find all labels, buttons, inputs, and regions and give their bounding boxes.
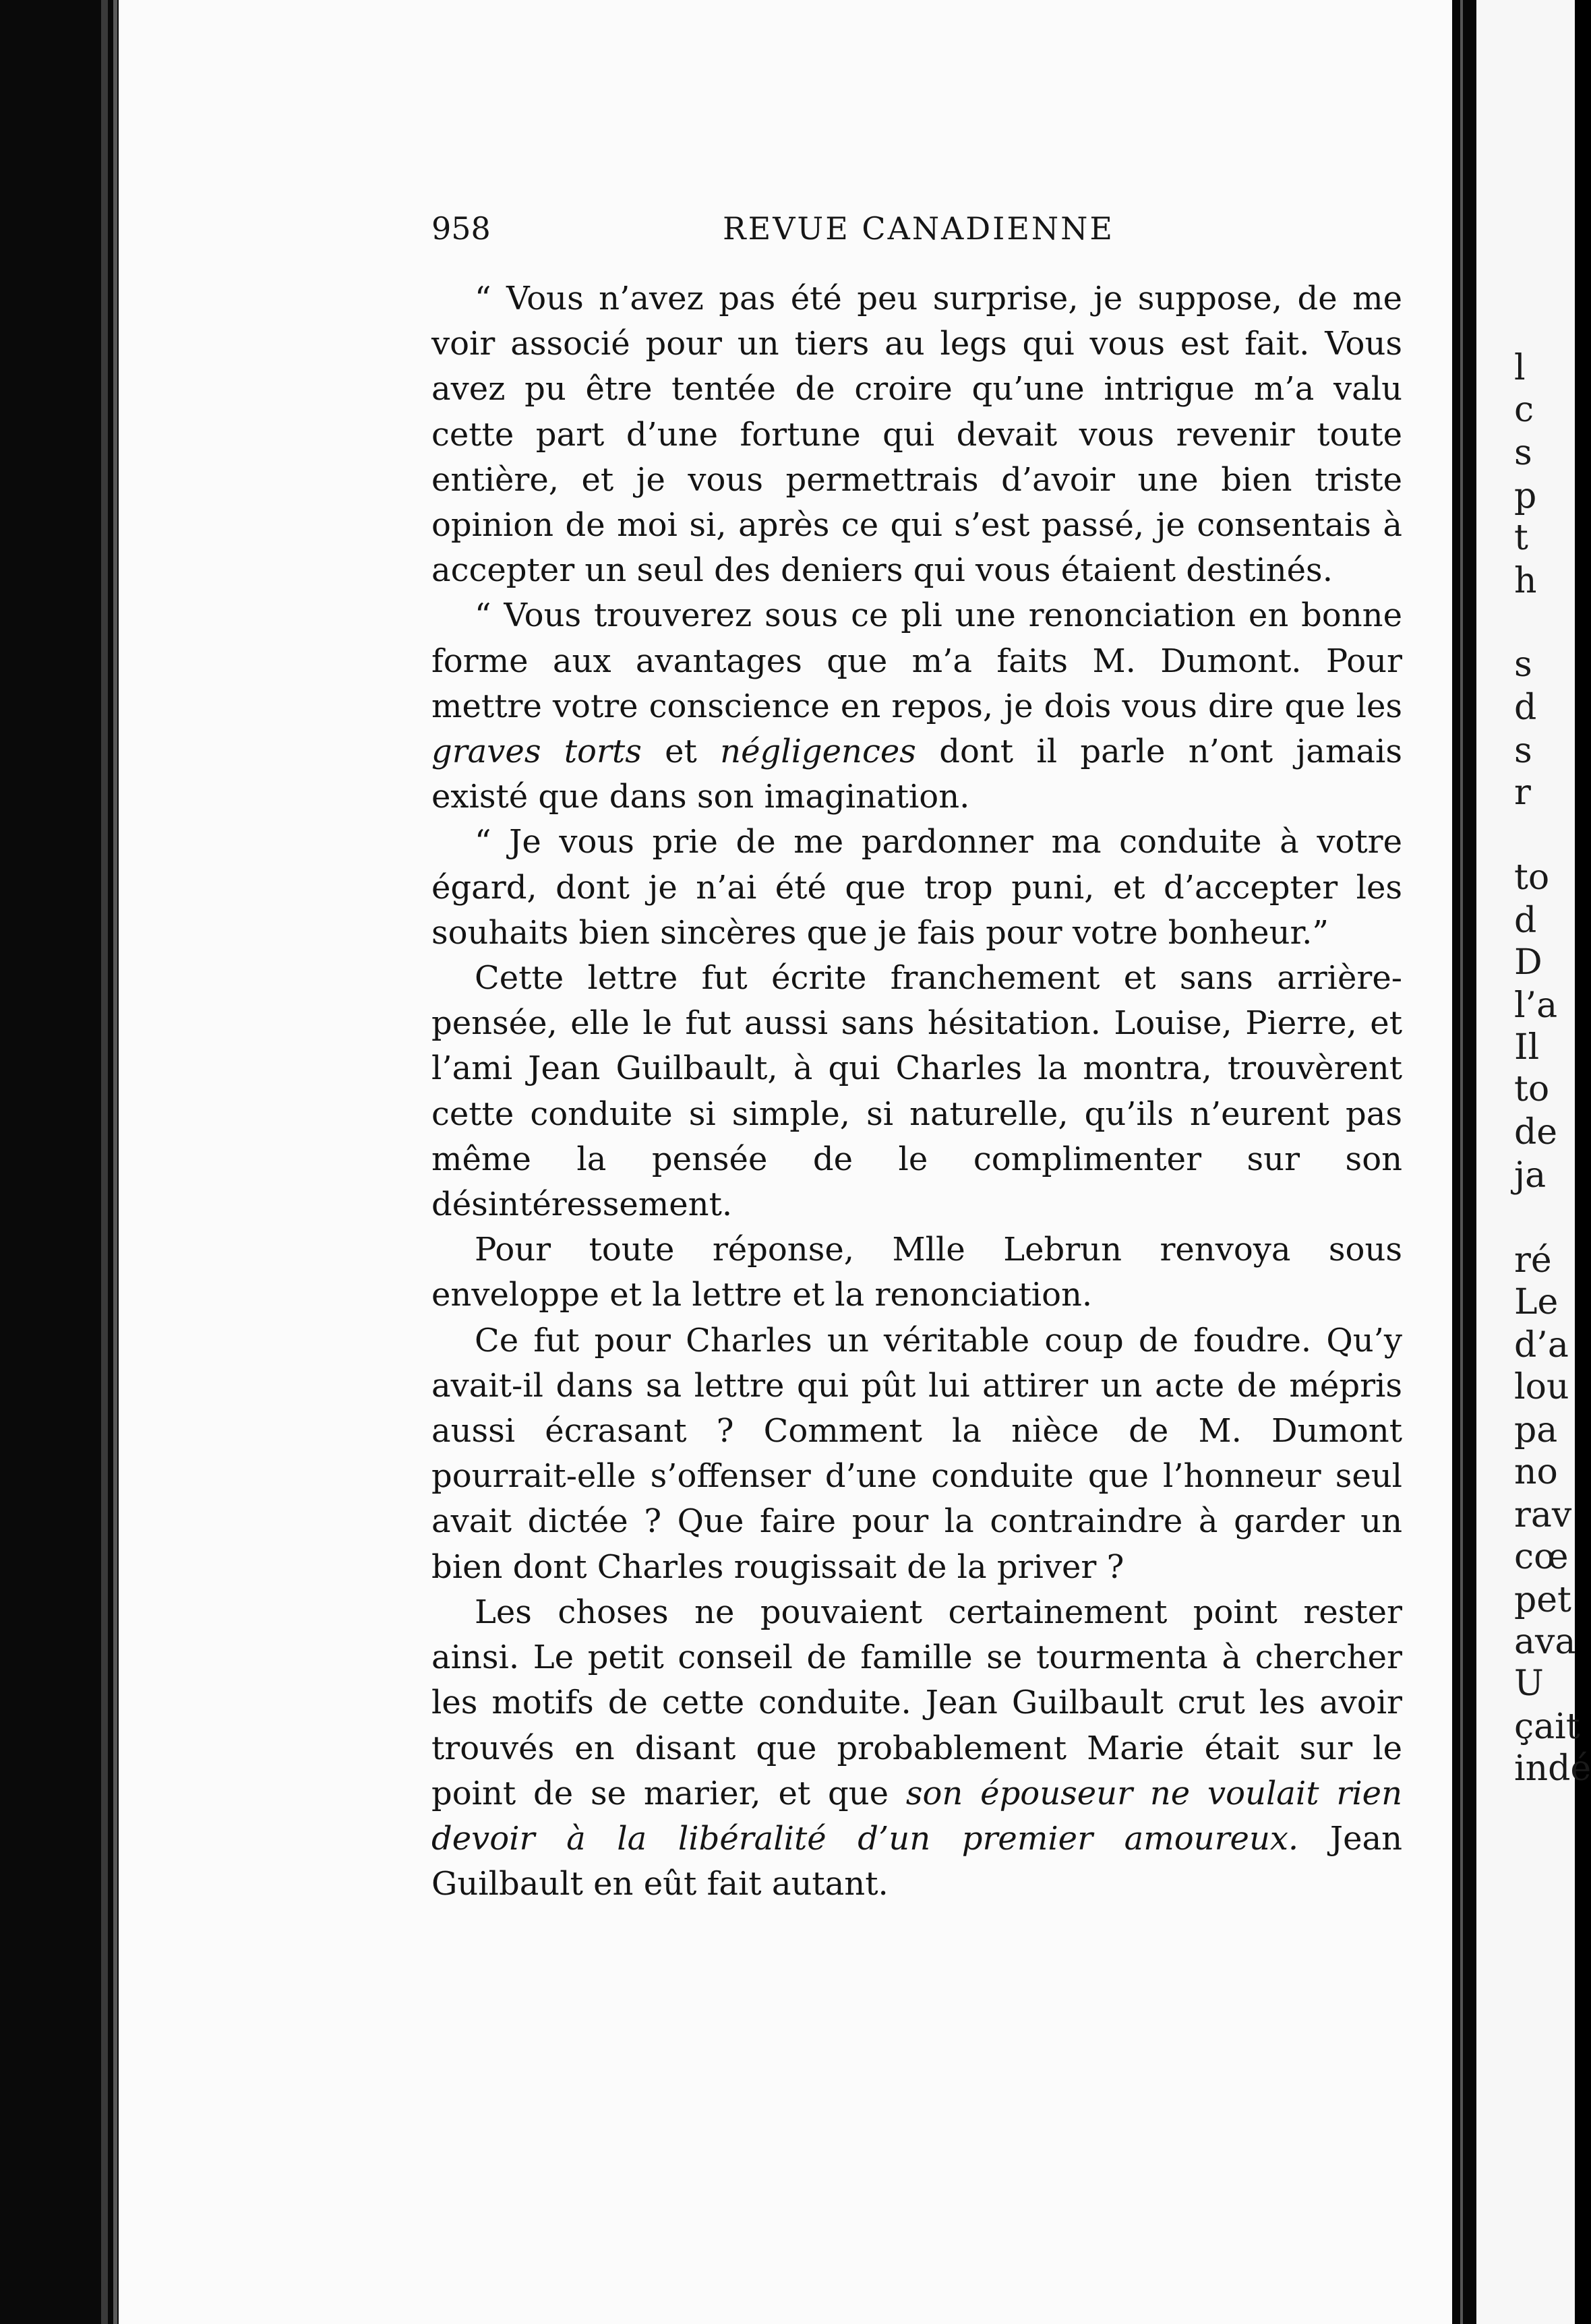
paragraph bbox=[431, 820, 1402, 956]
text-run: “ Vous trouverez sous ce pli une renonciation en bonne forme aux avantages que m’a faits M. Dumont. Pour mettre votre conscience en repos, je dois vous dire que les bbox=[431, 597, 1402, 725]
next-page-fragment: d’a bbox=[1514, 1325, 1569, 1366]
running-header bbox=[431, 210, 1402, 251]
next-page-fragment: U bbox=[1514, 1663, 1544, 1704]
next-page-fragment: lou bbox=[1514, 1367, 1569, 1407]
next-page-fragment: d bbox=[1514, 687, 1537, 728]
next-page-fragment: p bbox=[1514, 476, 1537, 516]
next-page-fragment: pet bbox=[1514, 1580, 1571, 1620]
next-page-fragment: no bbox=[1514, 1452, 1558, 1492]
next-page-fragment: l’a bbox=[1514, 985, 1558, 1026]
next-page-fragment: D bbox=[1514, 942, 1542, 983]
binding-stripe bbox=[101, 0, 108, 2324]
next-page-fragment: Le bbox=[1514, 1282, 1559, 1322]
next-page-fragment: s bbox=[1514, 731, 1532, 771]
next-page-fragment: cœ bbox=[1514, 1537, 1569, 1577]
text-run: Les choses ne pouvaient certainement point rester ainsi. Le petit conseil de famille se tourmenta à chercher les motifs de cette conduite. Jean Guilbault crut les avoir trouvés en disant que probablement Marie était sur le point de se marier, et que bbox=[431, 1593, 1402, 1812]
next-page-fragment: to bbox=[1514, 857, 1550, 898]
text-run: Pour toute réponse, Mlle Lebrun renvoya sous enveloppe et la lettre et la renonciation. bbox=[431, 1231, 1402, 1314]
text-run: et bbox=[641, 733, 721, 771]
next-page-fragment: indé bbox=[1514, 1748, 1591, 1789]
left-page-edge bbox=[0, 0, 121, 2324]
next-page-fragment: ré bbox=[1514, 1240, 1552, 1281]
next-page-fragment: s bbox=[1514, 644, 1532, 685]
next-page-fragment: rav bbox=[1514, 1495, 1572, 1535]
italic-text: négligences bbox=[720, 733, 916, 771]
next-page-fragment: çait bbox=[1514, 1707, 1580, 1747]
text-run: Jean Guilbault en eût fait autant. bbox=[431, 1819, 1403, 1903]
body-text bbox=[431, 276, 1402, 1907]
next-page-fragment: pa bbox=[1514, 1410, 1558, 1450]
running-head-title: REVUE CANADIENNE bbox=[723, 210, 1114, 247]
next-page-fragment: h bbox=[1514, 561, 1537, 601]
text-run: “ Vous n’avez pas été peu surprise, je suppose, de me voir associé pour un tiers au legs qui vous est fait. Vous avez pu être tentée de croire qu’une intrigue m’a valu cette part d’une fortune qui devait vous revenir toute entière, et je vous permettrais d’avoir une bien triste opinion de moi si, après ce qui s’est passé, je consentais à accepter un seul des deniers qui vous étaient destinés. bbox=[431, 280, 1402, 590]
next-page-fragment: ava bbox=[1514, 1622, 1576, 1662]
paragraph bbox=[431, 1227, 1402, 1318]
paragraph bbox=[431, 1318, 1402, 1590]
fold-line bbox=[1460, 0, 1463, 2324]
paragraph bbox=[431, 1590, 1402, 1907]
text-run: Ce fut pour Charles un véritable coup de foudre. Qu’y avait-il dans sa lettre qui pût lui attirer un acte de mépris aussi écrasant ? Comment la nièce de M. Dumont pourrait-elle s’offenser d’une conduite que l’honneur seul avait dictée ? Que faire pour la contraindre à garder un bien dont Charles rougissait de la priver ? bbox=[431, 1321, 1402, 1586]
next-page-fragment: de bbox=[1514, 1112, 1558, 1153]
page-fold bbox=[1452, 0, 1476, 2324]
text-run: “ Je vous prie de me pardonner ma conduite à votre égard, dont je n’ai été que trop puni, et d’accepter les souhaits bien sincères que je fais pour votre bonheur.” bbox=[431, 823, 1402, 952]
next-page-fragment: r bbox=[1514, 772, 1531, 813]
italic-text: son épouseur ne voulait rien devoir à la libéralité d’un premier amoureux. bbox=[431, 1774, 1403, 1858]
italic-text: graves torts bbox=[431, 733, 642, 771]
paragraph bbox=[431, 956, 1402, 1227]
paragraph bbox=[431, 593, 1402, 820]
next-page-fragment: c bbox=[1514, 390, 1534, 430]
binding-stripe bbox=[113, 0, 117, 2324]
next-page-fragment: l bbox=[1514, 348, 1526, 388]
paragraph bbox=[431, 276, 1402, 593]
next-page-fragment: t bbox=[1514, 518, 1528, 558]
next-page-fragment: d bbox=[1514, 900, 1537, 941]
next-page-sliver bbox=[1476, 0, 1591, 2324]
text-run: dont il parle n’ont jamais existé que dans son imagination. bbox=[431, 733, 1402, 816]
page-number: 958 bbox=[431, 210, 491, 247]
next-page-fragment: Il bbox=[1514, 1027, 1540, 1068]
next-page-fragment: s bbox=[1514, 433, 1532, 473]
next-page-fragment: to bbox=[1514, 1069, 1550, 1109]
next-page-fragment: ja bbox=[1514, 1155, 1547, 1196]
text-run: Cette lettre fut écrite franchement et sans arrière-pensée, elle le fut aussi sans hésitation. Louise, Pierre, et l’ami Jean Guilbault, à qui Charles la montra, trouvèrent cette conduite si simple, si naturelle, qu’ils n’eurent pas même la pensée de le complimenter sur son désintéressement. bbox=[431, 959, 1402, 1224]
